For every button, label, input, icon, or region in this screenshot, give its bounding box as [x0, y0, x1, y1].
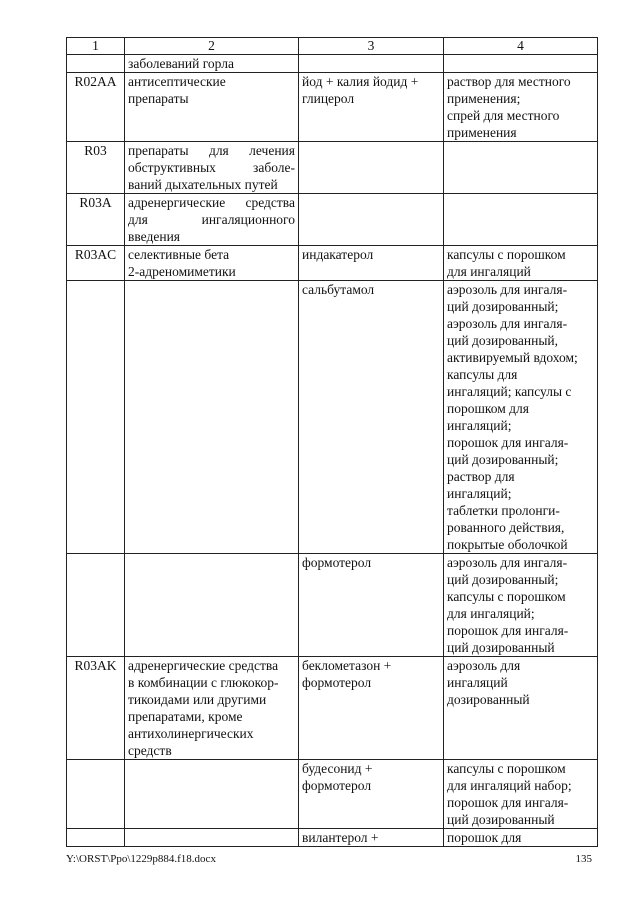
- cell-line: ингаляций; капсулы с: [447, 384, 572, 399]
- cell-line: активируемый вдохом;: [447, 350, 578, 365]
- cell-line: йод + калия йодид +: [302, 74, 419, 89]
- cell-line: раствор для: [447, 469, 515, 484]
- atc-code-cell: [67, 55, 125, 73]
- cell-line: средств: [128, 743, 172, 758]
- header-cell-3: 3: [299, 38, 444, 55]
- cell-line: препараты для лечения: [128, 143, 295, 158]
- cell-line: сальбутамол: [302, 282, 375, 297]
- cell-line: аэрозоль для ингаля-: [447, 316, 568, 331]
- table-row: [67, 657, 598, 760]
- cell-line: порошок для: [447, 830, 522, 845]
- atc-code-cell: [67, 554, 125, 657]
- cell-line: покрытые оболочкой: [447, 537, 568, 552]
- group-cell: [125, 281, 299, 554]
- atc-code-cell: [67, 281, 125, 554]
- cell-line: формотерол: [302, 675, 372, 690]
- group-cell: [125, 55, 299, 73]
- group-cell: [125, 142, 299, 194]
- cell-line: таблетки пролонги-: [447, 503, 560, 518]
- cell-line: раствор для местного: [447, 74, 571, 89]
- footer-file-path: Y:\ORST\Ppo\1229p884.f18.docx: [66, 853, 216, 865]
- group-cell: [125, 657, 299, 760]
- atc-code-cell: [67, 760, 125, 829]
- cell-line: ций дозированный;: [447, 452, 559, 467]
- cell-line: ингаляций;: [447, 486, 512, 501]
- header-row: [67, 38, 598, 55]
- cell-line: для ингаляций набор;: [447, 778, 572, 793]
- cell-line: индакатерол: [302, 247, 374, 262]
- cell-line: ций дозированный;: [447, 299, 559, 314]
- atc-code-cell: [67, 829, 125, 847]
- header-cell-4: 4: [444, 38, 598, 55]
- cell-line: тикоидами или другими: [128, 692, 267, 707]
- cell-line: глицерол: [302, 91, 355, 106]
- cell-line: селективные бета: [128, 247, 230, 262]
- cell-line: ций дозированный,: [447, 333, 559, 348]
- footer-page-number: 135: [575, 853, 592, 865]
- drug-cell: [299, 281, 444, 554]
- table-row: [67, 554, 598, 657]
- form-cell: [444, 760, 598, 829]
- group-cell: [125, 73, 299, 142]
- cell-line: дозированный: [447, 692, 530, 707]
- cell-line: для ингаляционного: [128, 212, 295, 227]
- cell-line: препаратами, кроме: [128, 709, 243, 724]
- cell-line: беклометазон +: [302, 658, 392, 673]
- cell-line: для ингаляций;: [447, 606, 535, 621]
- form-cell: [444, 281, 598, 554]
- cell-line: вилантерол +: [302, 830, 379, 845]
- drug-cell: [299, 142, 444, 194]
- drug-cell: [299, 657, 444, 760]
- medicines-table: [66, 37, 598, 847]
- drug-cell: [299, 55, 444, 73]
- cell-line: порошок для ингаля-: [447, 623, 569, 638]
- group-cell: [125, 829, 299, 847]
- cell-line: ций дозированный: [447, 812, 555, 827]
- cell-line: 2-адреномиметики: [128, 264, 236, 279]
- cell-line: в комбинации с глюкокор-: [128, 675, 279, 690]
- group-cell: [125, 760, 299, 829]
- atc-code-cell: R03AK: [67, 657, 125, 760]
- drug-cell: [299, 554, 444, 657]
- drug-cell: [299, 829, 444, 847]
- cell-line: капсулы с порошком: [447, 589, 566, 604]
- table-row: [67, 73, 598, 142]
- atc-code-cell: R03A: [67, 194, 125, 246]
- atc-code-cell: R03AC: [67, 246, 125, 281]
- form-cell: [444, 554, 598, 657]
- drug-cell: [299, 194, 444, 246]
- cell-line: капсулы с порошком: [447, 761, 566, 776]
- form-cell: [444, 142, 598, 194]
- form-cell: [444, 246, 598, 281]
- cell-line: применения: [447, 125, 517, 140]
- form-cell: [444, 657, 598, 760]
- drug-cell: [299, 246, 444, 281]
- cell-line: ций дозированный;: [447, 572, 559, 587]
- cell-line: введения: [128, 229, 181, 244]
- form-cell: [444, 194, 598, 246]
- form-cell: [444, 55, 598, 73]
- cell-line: ций дозированный: [447, 640, 555, 655]
- drug-cell: [299, 760, 444, 829]
- cell-line: аэрозоль для ингаля-: [447, 555, 568, 570]
- cell-line: ваний дыхательных путей: [128, 177, 278, 192]
- form-cell: [444, 73, 598, 142]
- cell-line: ингаляций: [447, 675, 508, 690]
- cell-line: будесонид +: [302, 761, 373, 776]
- cell-line: ингаляций;: [447, 418, 512, 433]
- group-cell: [125, 554, 299, 657]
- cell-line: формотерол: [302, 555, 372, 570]
- cell-line: применения;: [447, 91, 521, 106]
- group-cell: [125, 246, 299, 281]
- table-row: [67, 194, 598, 246]
- cell-line: формотерол: [302, 778, 372, 793]
- cell-line: аэрозоль для ингаля-: [447, 282, 568, 297]
- cell-line: обструктивных заболе-: [128, 160, 295, 175]
- drug-cell: [299, 73, 444, 142]
- cell-line: порошок для ингаля-: [447, 795, 569, 810]
- cell-line: спрей для местного: [447, 108, 560, 123]
- table-row: [67, 55, 598, 73]
- cell-line: капсулы для: [447, 367, 518, 382]
- cell-line: антисептические: [128, 74, 226, 89]
- header-cell-1: 1: [67, 38, 125, 55]
- cell-line: порошком для: [447, 401, 529, 416]
- group-cell: [125, 194, 299, 246]
- table-row: [67, 760, 598, 829]
- cell-line: адренергические средства: [128, 658, 279, 673]
- cell-line: порошок для ингаля-: [447, 435, 569, 450]
- cell-line: адренергические средства: [128, 195, 295, 210]
- cell-line: рованного действия,: [447, 520, 565, 535]
- table-row: [67, 281, 598, 554]
- cell-line: антихолинергических: [128, 726, 254, 741]
- header-cell-2: 2: [125, 38, 299, 55]
- table-row: [67, 829, 598, 847]
- cell-line: препараты: [128, 91, 189, 106]
- table-row: [67, 142, 598, 194]
- cell-line: капсулы с порошком: [447, 247, 566, 262]
- cell-line: заболеваний горла: [128, 56, 234, 71]
- cell-line: для ингаляций: [447, 264, 531, 279]
- table-row: [67, 246, 598, 281]
- atc-code-cell: R02AA: [67, 73, 125, 142]
- atc-code-cell: R03: [67, 142, 125, 194]
- form-cell: [444, 829, 598, 847]
- cell-line: аэрозоль для: [447, 658, 521, 673]
